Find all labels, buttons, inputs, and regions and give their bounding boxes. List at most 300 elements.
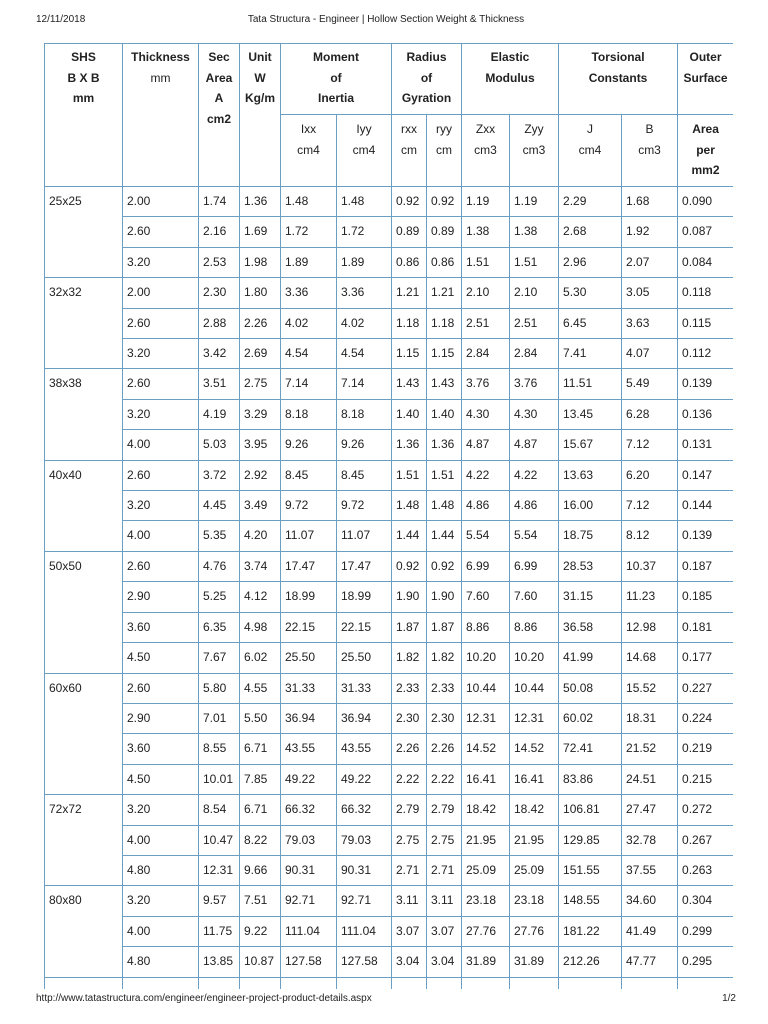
cell-area: 0.185 (678, 582, 733, 612)
table-row (45, 217, 734, 247)
cell-zxx: 21.95 (462, 825, 510, 855)
table-row (45, 369, 734, 399)
cell-unit-weight: 2.69 (240, 339, 281, 369)
cell-sec-area: 2.53 (199, 247, 240, 277)
cell-sec-area: 3.72 (199, 460, 240, 490)
header-ryy-line1: ryy (436, 122, 452, 136)
header-area-line3: mm2 (691, 163, 720, 177)
cell-zxx: 1.38 (462, 217, 510, 247)
cell-b: 34.60 (622, 886, 678, 916)
header-outer-surface (678, 44, 733, 115)
cell-thickness: 2.90 (123, 703, 199, 733)
cell-ixx: 8.18 (281, 399, 337, 429)
header-iyy-line2: cm4 (352, 142, 376, 157)
cell-zxx: 23.18 (462, 886, 510, 916)
cell-thickness: 3.20 (123, 399, 199, 429)
cell-zxx: 1.51 (462, 247, 510, 277)
cell-area: 0.224 (678, 703, 733, 733)
cell-zyy: 12.31 (510, 703, 559, 733)
table-row (45, 764, 734, 794)
cell-area: 0.115 (678, 308, 733, 338)
cell-sec-area: 8.54 (199, 795, 240, 825)
header-torsional-constants (559, 44, 678, 115)
cell-thickness: 2.60 (123, 551, 199, 581)
cell-unit-weight: 3.95 (240, 430, 281, 460)
header-radius-line1: Radius (406, 50, 447, 64)
header-area (678, 115, 733, 187)
cell-empty (678, 977, 733, 989)
cell-thickness: 3.20 (123, 339, 199, 369)
cell-thickness: 2.00 (123, 278, 199, 308)
header-b-line1: B (645, 122, 654, 136)
cell-iyy: 49.22 (337, 764, 392, 794)
cell-thickness: 4.00 (123, 430, 199, 460)
cell-sec-area: 12.31 (199, 855, 240, 885)
cell-zxx: 18.42 (462, 795, 510, 825)
cell-j: 18.75 (559, 521, 622, 551)
cell-unit-weight: 6.71 (240, 734, 281, 764)
cell-j: 72.41 (559, 734, 622, 764)
table-row (45, 612, 734, 642)
cell-iyy: 43.55 (337, 734, 392, 764)
cell-ixx: 1.89 (281, 247, 337, 277)
cell-zyy: 10.20 (510, 643, 559, 673)
cell-rxx: 1.18 (392, 308, 427, 338)
cell-j: 16.00 (559, 491, 622, 521)
cell-area: 0.136 (678, 399, 733, 429)
cell-empty (123, 977, 199, 989)
table-body (45, 187, 734, 990)
cell-b: 11.23 (622, 582, 678, 612)
cell-rxx: 2.22 (392, 764, 427, 794)
cell-zxx: 16.41 (462, 764, 510, 794)
header-unit-w (240, 44, 281, 187)
cell-unit-weight: 6.02 (240, 643, 281, 673)
header-iyy (337, 115, 392, 187)
cell-sec-area: 10.47 (199, 825, 240, 855)
cell-rxx: 1.43 (392, 369, 427, 399)
cell-empty (337, 977, 392, 989)
cell-shs-size: 80x80 (45, 886, 123, 977)
cell-sec-area: 3.51 (199, 369, 240, 399)
cell-ixx: 22.15 (281, 612, 337, 642)
cell-area: 0.112 (678, 339, 733, 369)
cell-thickness: 3.60 (123, 734, 199, 764)
cell-zxx: 12.31 (462, 703, 510, 733)
cell-j: 5.30 (559, 278, 622, 308)
cell-ryy: 3.07 (427, 916, 462, 946)
cell-unit-weight: 2.92 (240, 460, 281, 490)
cell-zxx: 7.60 (462, 582, 510, 612)
cell-ixx: 17.47 (281, 551, 337, 581)
cell-area: 0.181 (678, 612, 733, 642)
table-row (45, 430, 734, 460)
table-row (45, 673, 734, 703)
cell-ryy: 2.79 (427, 795, 462, 825)
cell-ixx: 11.07 (281, 521, 337, 551)
header-ixx-line1: Ixx (300, 122, 317, 136)
cell-ixx: 43.55 (281, 734, 337, 764)
header-zxx (462, 115, 510, 187)
cell-iyy: 8.18 (337, 399, 392, 429)
cell-ryy: 1.51 (427, 460, 462, 490)
cell-ixx: 4.54 (281, 339, 337, 369)
cell-thickness: 2.90 (123, 582, 199, 612)
cell-b: 41.49 (622, 916, 678, 946)
hollow-section-table (44, 43, 733, 989)
cell-j: 129.85 (559, 825, 622, 855)
cell-ixx: 7.14 (281, 369, 337, 399)
cell-ryy: 0.86 (427, 247, 462, 277)
cell-rxx: 3.07 (392, 916, 427, 946)
cell-b: 14.68 (622, 643, 678, 673)
cell-unit-weight: 1.80 (240, 278, 281, 308)
cell-rxx: 0.86 (392, 247, 427, 277)
cell-iyy: 66.32 (337, 795, 392, 825)
cell-sec-area: 8.55 (199, 734, 240, 764)
cell-iyy: 9.72 (337, 491, 392, 521)
cell-j: 83.86 (559, 764, 622, 794)
cell-shs-size: 40x40 (45, 460, 123, 551)
cell-b: 1.68 (622, 187, 678, 217)
cell-rxx: 1.90 (392, 582, 427, 612)
cell-ixx: 127.58 (281, 947, 337, 977)
cell-ryy: 1.48 (427, 491, 462, 521)
cell-rxx: 2.79 (392, 795, 427, 825)
cell-ixx: 111.04 (281, 916, 337, 946)
header-elastic-line2: Modulus (485, 70, 535, 85)
cell-iyy: 1.89 (337, 247, 392, 277)
cell-iyy: 111.04 (337, 916, 392, 946)
cell-b: 10.37 (622, 551, 678, 581)
header-torsional-line2: Constants (588, 70, 648, 85)
cell-zyy: 1.51 (510, 247, 559, 277)
cell-zyy: 14.52 (510, 734, 559, 764)
cell-area: 0.118 (678, 278, 733, 308)
cell-zxx: 31.89 (462, 947, 510, 977)
cell-zyy: 4.86 (510, 491, 559, 521)
cell-zxx: 5.54 (462, 521, 510, 551)
cell-j: 6.45 (559, 308, 622, 338)
cell-zxx: 14.52 (462, 734, 510, 764)
cell-empty (392, 977, 427, 989)
cell-b: 27.47 (622, 795, 678, 825)
cell-j: 60.02 (559, 703, 622, 733)
cell-zyy: 1.38 (510, 217, 559, 247)
cell-unit-weight: 6.71 (240, 795, 281, 825)
cell-area: 0.084 (678, 247, 733, 277)
header-elastic-line1: Elastic (490, 50, 530, 64)
cell-b: 2.07 (622, 247, 678, 277)
cell-b: 47.77 (622, 947, 678, 977)
cell-iyy: 36.94 (337, 703, 392, 733)
header-zyy-line1: Zyy (524, 122, 544, 136)
cell-ryy: 2.22 (427, 764, 462, 794)
cell-j: 148.55 (559, 886, 622, 916)
cell-area: 0.267 (678, 825, 733, 855)
header-rxx-line1: rxx (401, 122, 417, 136)
cell-b: 6.28 (622, 399, 678, 429)
header-unit-w-line2: W (254, 70, 266, 85)
cell-unit-weight: 4.98 (240, 612, 281, 642)
cell-j: 36.58 (559, 612, 622, 642)
cell-shs-size: 32x32 (45, 278, 123, 369)
cell-iyy: 17.47 (337, 551, 392, 581)
header-sec-area-line1: Sec (208, 50, 230, 64)
cell-shs-size: 72x72 (45, 795, 123, 886)
cell-unit-weight: 9.66 (240, 855, 281, 885)
print-url: http://www.tatastructura.com/engineer/engineer-project-product-details.aspx (36, 993, 372, 1004)
header-unit-w-line3: Kg/m (245, 91, 275, 105)
cell-j: 15.67 (559, 430, 622, 460)
table-header (45, 44, 734, 187)
header-ixx (281, 115, 337, 187)
cell-iyy: 79.03 (337, 825, 392, 855)
cell-ryy: 2.33 (427, 673, 462, 703)
cell-unit-weight: 3.49 (240, 491, 281, 521)
header-sec-area (199, 44, 240, 187)
cell-area: 0.147 (678, 460, 733, 490)
cell-thickness: 4.00 (123, 825, 199, 855)
table-row (45, 734, 734, 764)
cell-ryy: 1.82 (427, 643, 462, 673)
cell-area: 0.087 (678, 217, 733, 247)
cell-zxx: 6.99 (462, 551, 510, 581)
cell-empty (240, 977, 281, 989)
cell-unit-weight: 3.29 (240, 399, 281, 429)
cell-rxx: 3.04 (392, 947, 427, 977)
cell-unit-weight: 10.87 (240, 947, 281, 977)
cell-ixx: 4.02 (281, 308, 337, 338)
table-row (45, 795, 734, 825)
cell-sec-area: 2.88 (199, 308, 240, 338)
cell-ryy: 1.44 (427, 521, 462, 551)
cell-ryy: 2.26 (427, 734, 462, 764)
cell-zxx: 4.86 (462, 491, 510, 521)
cell-j: 13.45 (559, 399, 622, 429)
header-shs (45, 44, 123, 187)
cell-ryy: 3.11 (427, 886, 462, 916)
cell-ixx: 92.71 (281, 886, 337, 916)
cell-thickness: 4.80 (123, 855, 199, 885)
table-row (45, 247, 734, 277)
header-thickness (123, 44, 199, 187)
cell-thickness: 2.60 (123, 217, 199, 247)
header-ryy-line2: cm (436, 142, 452, 157)
cell-empty (510, 977, 559, 989)
cell-unit-weight: 2.26 (240, 308, 281, 338)
cell-j: 11.51 (559, 369, 622, 399)
cell-zxx: 4.22 (462, 460, 510, 490)
cell-zyy: 5.54 (510, 521, 559, 551)
cell-rxx: 1.40 (392, 399, 427, 429)
table-row (45, 278, 734, 308)
cell-thickness: 4.00 (123, 916, 199, 946)
header-b (622, 115, 678, 187)
cell-rxx: 1.21 (392, 278, 427, 308)
cell-b: 21.52 (622, 734, 678, 764)
header-elastic-modulus (462, 44, 559, 115)
cell-ryy: 3.04 (427, 947, 462, 977)
cell-area: 0.227 (678, 673, 733, 703)
cell-area: 0.139 (678, 369, 733, 399)
cell-b: 3.05 (622, 278, 678, 308)
cell-zyy: 1.19 (510, 187, 559, 217)
header-shs-line3: mm (72, 91, 95, 105)
cell-sec-area: 5.03 (199, 430, 240, 460)
cell-thickness: 2.60 (123, 460, 199, 490)
cell-ryy: 0.89 (427, 217, 462, 247)
cell-j: 181.22 (559, 916, 622, 946)
header-iyy-line1: Iyy (356, 122, 372, 136)
cell-empty (622, 977, 678, 989)
header-outer-line2: Surface (683, 70, 728, 85)
cell-ryy: 1.36 (427, 430, 462, 460)
cell-zyy: 6.99 (510, 551, 559, 581)
cell-iyy: 90.31 (337, 855, 392, 885)
table-row (45, 308, 734, 338)
cell-ryy: 1.87 (427, 612, 462, 642)
header-shs-line2: B X B (67, 70, 100, 85)
cell-sec-area: 4.19 (199, 399, 240, 429)
cell-j: 2.68 (559, 217, 622, 247)
cell-unit-weight: 8.22 (240, 825, 281, 855)
cell-ixx: 18.99 (281, 582, 337, 612)
cell-ixx: 1.72 (281, 217, 337, 247)
cell-zxx: 4.87 (462, 430, 510, 460)
header-zyy-line2: cm3 (522, 142, 546, 157)
cell-b: 32.78 (622, 825, 678, 855)
cell-unit-weight: 7.51 (240, 886, 281, 916)
cell-sec-area: 13.85 (199, 947, 240, 977)
cell-zyy: 8.86 (510, 612, 559, 642)
table-row (45, 460, 734, 490)
cell-unit-weight: 4.20 (240, 521, 281, 551)
cell-area: 0.090 (678, 187, 733, 217)
table-row (45, 399, 734, 429)
cell-area: 0.304 (678, 886, 733, 916)
cell-sec-area: 2.30 (199, 278, 240, 308)
cell-rxx: 0.89 (392, 217, 427, 247)
header-moment-line3: Inertia (317, 91, 354, 105)
cell-b: 15.52 (622, 673, 678, 703)
cell-empty (559, 977, 622, 989)
cell-thickness: 3.20 (123, 491, 199, 521)
cell-b: 7.12 (622, 430, 678, 460)
cell-j: 13.63 (559, 460, 622, 490)
header-shs-line1: SHS (71, 50, 96, 64)
cell-ryy: 1.43 (427, 369, 462, 399)
cell-area: 0.272 (678, 795, 733, 825)
cell-ixx: 79.03 (281, 825, 337, 855)
cell-j: 7.41 (559, 339, 622, 369)
header-sec-area-line4: cm2 (206, 111, 232, 126)
cell-iyy: 9.26 (337, 430, 392, 460)
cell-sec-area: 2.16 (199, 217, 240, 247)
cell-zyy: 2.51 (510, 308, 559, 338)
table-row-partial (45, 977, 734, 989)
cell-j: 212.26 (559, 947, 622, 977)
cell-unit-weight: 7.85 (240, 764, 281, 794)
header-rxx-line2: cm (401, 142, 417, 157)
cell-ixx: 36.94 (281, 703, 337, 733)
cell-j: 50.08 (559, 673, 622, 703)
cell-area: 0.215 (678, 764, 733, 794)
header-moment-line1: Moment (313, 50, 359, 64)
cell-rxx: 2.26 (392, 734, 427, 764)
cell-area: 0.177 (678, 643, 733, 673)
cell-b: 4.07 (622, 339, 678, 369)
cell-j: 41.99 (559, 643, 622, 673)
header-ryy (427, 115, 462, 187)
table-row (45, 582, 734, 612)
cell-sec-area: 1.74 (199, 187, 240, 217)
cell-area: 0.295 (678, 947, 733, 977)
cell-unit-weight: 1.69 (240, 217, 281, 247)
cell-thickness: 4.00 (123, 521, 199, 551)
cell-sec-area: 11.75 (199, 916, 240, 946)
header-thickness-line1: Thickness (131, 50, 190, 64)
cell-b: 7.12 (622, 491, 678, 521)
cell-iyy: 22.15 (337, 612, 392, 642)
cell-zyy: 23.18 (510, 886, 559, 916)
cell-shs-size: 38x38 (45, 369, 123, 460)
cell-zyy: 2.84 (510, 339, 559, 369)
header-row-main (45, 44, 734, 115)
cell-j: 28.53 (559, 551, 622, 581)
header-outer-line1: Outer (689, 50, 722, 64)
cell-iyy: 3.36 (337, 278, 392, 308)
header-radius-line2: of (420, 70, 433, 85)
cell-iyy: 1.48 (337, 187, 392, 217)
cell-ryy: 2.75 (427, 825, 462, 855)
cell-zxx: 10.44 (462, 673, 510, 703)
cell-zxx: 3.76 (462, 369, 510, 399)
header-j-line1: J (587, 122, 594, 136)
cell-thickness: 2.60 (123, 308, 199, 338)
cell-j: 31.15 (559, 582, 622, 612)
cell-empty (45, 977, 123, 989)
cell-zyy: 4.30 (510, 399, 559, 429)
header-area-line1: Area (692, 122, 719, 136)
cell-zyy: 16.41 (510, 764, 559, 794)
cell-zxx: 8.86 (462, 612, 510, 642)
cell-iyy: 31.33 (337, 673, 392, 703)
table-row (45, 855, 734, 885)
cell-ixx: 8.45 (281, 460, 337, 490)
cell-empty (281, 977, 337, 989)
cell-unit-weight: 9.22 (240, 916, 281, 946)
cell-sec-area: 7.67 (199, 643, 240, 673)
header-zyy (510, 115, 559, 187)
cell-ixx: 1.48 (281, 187, 337, 217)
cell-iyy: 8.45 (337, 460, 392, 490)
cell-zyy: 3.76 (510, 369, 559, 399)
cell-unit-weight: 4.12 (240, 582, 281, 612)
cell-zyy: 18.42 (510, 795, 559, 825)
table-row (45, 643, 734, 673)
cell-iyy: 25.50 (337, 643, 392, 673)
cell-rxx: 1.36 (392, 430, 427, 460)
header-b-line2: cm3 (638, 142, 661, 157)
cell-ixx: 9.72 (281, 491, 337, 521)
cell-zxx: 25.09 (462, 855, 510, 885)
cell-sec-area: 3.42 (199, 339, 240, 369)
cell-b: 1.92 (622, 217, 678, 247)
cell-ryy: 0.92 (427, 187, 462, 217)
cell-ryy: 2.71 (427, 855, 462, 885)
cell-area: 0.144 (678, 491, 733, 521)
